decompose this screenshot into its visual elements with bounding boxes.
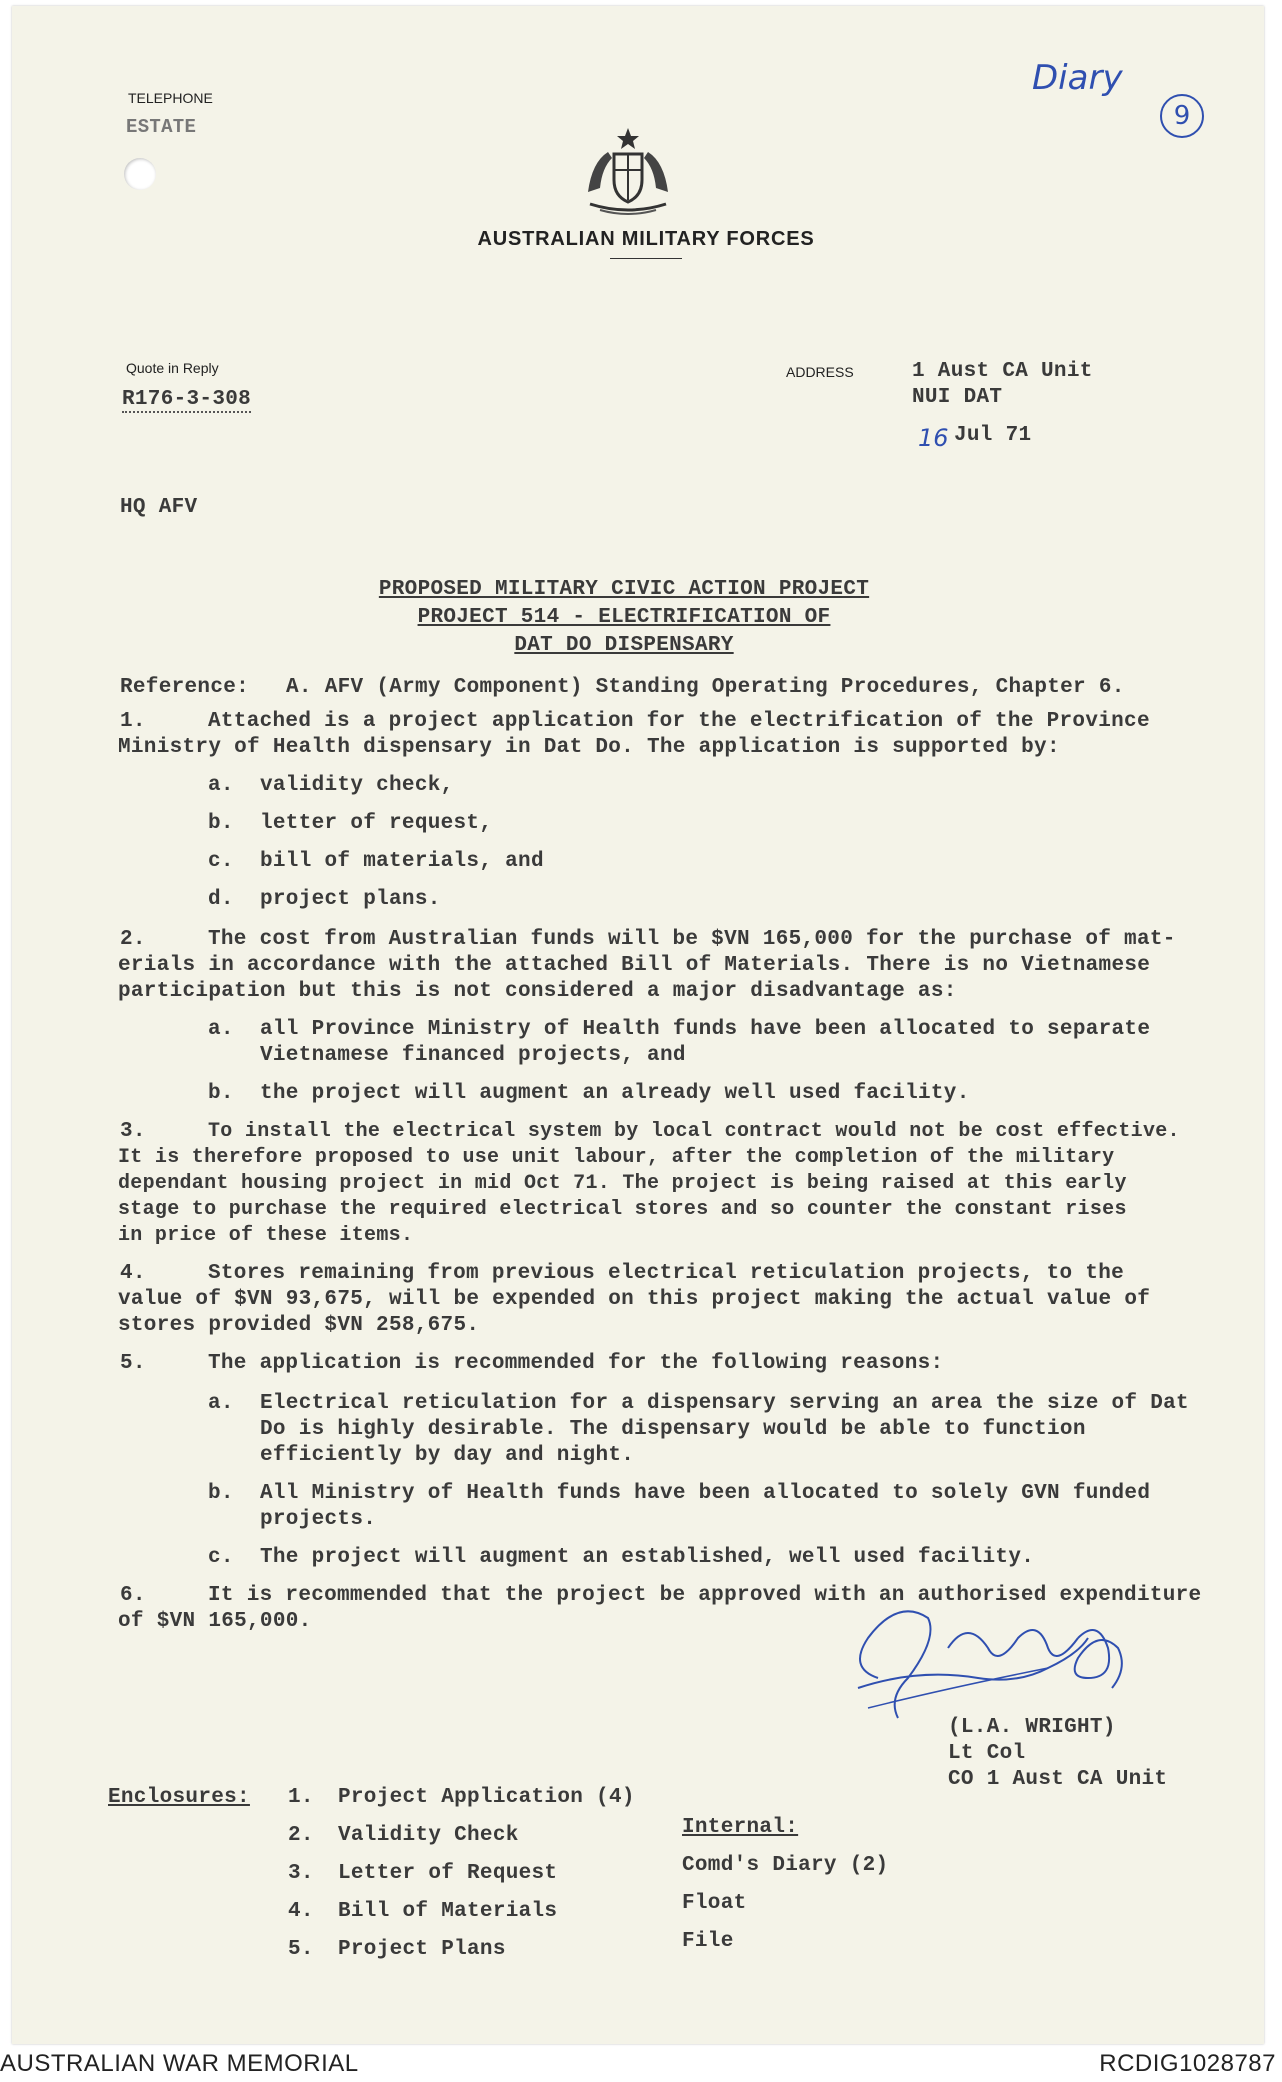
para3-line2: It is therefore proposed to use unit labour, after the completion of the military: [118, 1146, 1115, 1169]
title-rule: [610, 258, 682, 259]
para2-item-a-letter: a.: [208, 1018, 234, 1041]
para5-item-a-line1: Electrical reticulation for a dispensary serving an area the size of Dat: [260, 1392, 1189, 1415]
reference-label: Reference:: [120, 676, 250, 699]
enclosure-number: 5.: [288, 1938, 314, 1961]
para5-number: 5.: [120, 1352, 146, 1375]
para5-item-a-line2: Do is highly desirable. The dispensary would be able to function: [260, 1418, 1086, 1441]
para1-item-letter: d.: [208, 888, 234, 911]
enclosure-number: 4.: [288, 1900, 314, 1923]
subject-line1: PROPOSED MILITARY CIVIC ACTION PROJECT: [378, 578, 870, 601]
para1-item-text: letter of request,: [260, 812, 493, 835]
para6-number: 6.: [120, 1584, 146, 1607]
para1-item-text: bill of materials, and: [260, 850, 544, 873]
para2-item-a-line1: all Province Ministry of Health funds have been allocated to separate: [260, 1018, 1151, 1041]
para2-item-b-line1: the project will augment an already well used facility.: [260, 1082, 970, 1105]
para1-item-letter: a.: [208, 774, 234, 797]
para2-item-b-letter: b.: [208, 1082, 234, 1105]
para4-line1: Stores remaining from previous electrical reticulation projects, to the: [208, 1262, 1125, 1285]
address-line2: NUI DAT: [912, 386, 1003, 409]
para1-item-text: validity check,: [260, 774, 454, 797]
enclosure-item: Letter of Request: [338, 1862, 558, 1885]
internal-item: File: [682, 1930, 734, 1953]
para2-number: 2.: [120, 928, 146, 951]
enclosure-number: 2.: [288, 1824, 314, 1847]
internal-item: Comd's Diary (2): [682, 1854, 889, 1877]
para1-item-text: project plans.: [260, 888, 441, 911]
para5-item-c-letter: c.: [208, 1546, 234, 1569]
handwritten-signature: [838, 1578, 1198, 1728]
para2-line2: erials in accordance with the attached Bill of Materials. There is no Vietnamese: [118, 954, 1151, 977]
enclosures-label: Enclosures:: [108, 1786, 250, 1809]
document-page: [12, 6, 1264, 2044]
para3-line4: stage to purchase the required electrical stores and so counter the constant rises: [118, 1198, 1127, 1221]
para2-line3: participation but this is not considered a major disadvantage as:: [118, 980, 957, 1003]
internal-item: Float: [682, 1892, 747, 1915]
enclosure-item: Validity Check: [338, 1824, 519, 1847]
circled-folio-number: 9: [1160, 94, 1204, 138]
footer-catalogue-id: RCDIG1028787: [1099, 2050, 1276, 2077]
organisation-title: AUSTRALIAN MILITARY FORCES: [477, 228, 815, 250]
para3-number: 3.: [120, 1120, 146, 1143]
signatory-name: (L.A. WRIGHT): [948, 1716, 1116, 1739]
para6-line1: It is recommended that the project be approved with an authorised expenditure: [208, 1584, 1202, 1607]
para3-line1: To install the electrical system by local contract would not be cost effective.: [208, 1120, 1180, 1143]
para3-line3: dependant housing project in mid Oct 71. The project is being raised at this early: [118, 1172, 1127, 1195]
para1-number: 1.: [120, 710, 146, 733]
para4-number: 4.: [120, 1262, 146, 1285]
handwritten-date-day: 16: [918, 424, 949, 452]
enclosure-item: Project Application (4): [338, 1786, 635, 1809]
para5-item-c-line1: The project will augment an established, well used facility.: [260, 1546, 1035, 1569]
para5-item-a-letter: a.: [208, 1392, 234, 1415]
date-month-year: Jul 71: [954, 424, 1032, 447]
enclosure-item: Project Plans: [338, 1938, 506, 1961]
para2-item-a-line2: Vietnamese financed projects, and: [260, 1044, 686, 1067]
subject-line2: PROJECT 514 - ELECTRIFICATION OF: [417, 606, 831, 629]
enclosure-item: Bill of Materials: [338, 1900, 558, 1923]
internal-label: Internal:: [682, 1816, 799, 1839]
para5-item-a-line3: efficiently by day and night.: [260, 1444, 635, 1467]
para5-item-b-letter: b.: [208, 1482, 234, 1505]
footer-institution: AUSTRALIAN WAR MEMORIAL: [0, 2050, 359, 2077]
para1-item-letter: b.: [208, 812, 234, 835]
address-label: ADDRESS: [786, 364, 854, 380]
para1-line2: Ministry of Health dispensary in Dat Do. The application is supported by:: [118, 736, 1060, 759]
para2-line1: The cost from Australian funds will be $VN 165,000 for the purchase of mat-: [208, 928, 1176, 951]
reference-text: A. AFV (Army Component) Standing Operating Procedures, Chapter 6.: [286, 676, 1125, 699]
subject-line3: DAT DO DISPENSARY: [514, 634, 734, 657]
quote-reference: R176-3-308: [122, 388, 252, 411]
para5-item-b-line2: projects.: [260, 1508, 377, 1531]
para3-line5: in price of these items.: [118, 1224, 414, 1247]
signatory-position: CO 1 Aust CA Unit: [948, 1768, 1168, 1791]
enclosure-number: 3.: [288, 1862, 314, 1885]
telephone-value: ESTATE: [126, 116, 197, 138]
punch-hole: [124, 158, 156, 190]
para4-line3: stores provided $VN 258,675.: [118, 1314, 480, 1337]
para5-line1: The application is recommended for the following reasons:: [208, 1352, 944, 1375]
signatory-rank: Lt Col: [948, 1742, 1026, 1765]
enclosure-number: 1.: [288, 1786, 314, 1809]
para6-line2: of $VN 165,000.: [118, 1610, 312, 1633]
handwritten-diary-note: Diary: [1032, 58, 1123, 98]
para1-item-letter: c.: [208, 850, 234, 873]
coat-of-arms-emblem: [578, 124, 678, 218]
para4-line2: value of $VN 93,675, will be expended on this project making the actual value of: [118, 1288, 1151, 1311]
para5-item-b-line1: All Ministry of Health funds have been allocated to solely GVN funded: [260, 1482, 1151, 1505]
para1-line1: Attached is a project application for the electrification of the Province: [208, 710, 1150, 733]
addressee: HQ AFV: [120, 496, 198, 519]
address-line1: 1 Aust CA Unit: [912, 360, 1093, 383]
quote-label: Quote in Reply: [126, 360, 219, 376]
telephone-label: TELEPHONE: [128, 90, 213, 106]
